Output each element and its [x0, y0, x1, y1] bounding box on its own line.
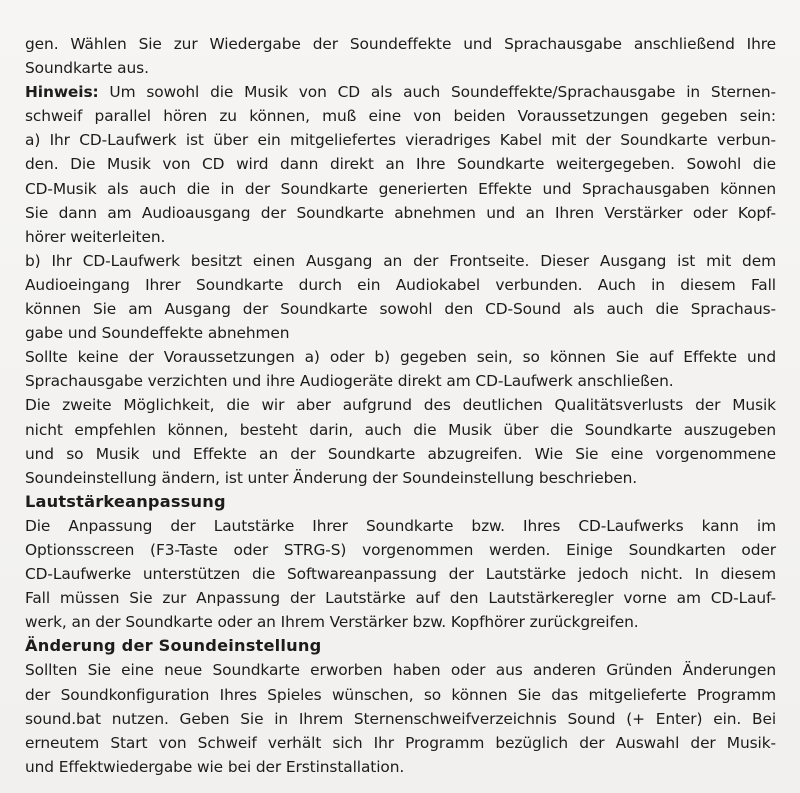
text-line: und so Musik und Effekte an der Soundkarte abzugreifen. Wie Sie eine vorgenommene	[25, 444, 776, 463]
text-line: schweif parallel hören zu können, muß eine von beiden Voraussetzungen gegeben sein:	[25, 107, 776, 126]
text-line: Audioeingang Ihrer Soundkarte durch ein Audiokabel verbunden. Auch in diesem Fall	[25, 275, 776, 294]
hint-label: Hinweis:	[25, 83, 99, 102]
section-heading: Änderung der Soundeinstellung	[25, 636, 322, 656]
section-heading: Lautstärkeanpassung	[25, 491, 226, 511]
text-line: nicht empfehlen können, besteht darin, auch die Musik über die Soundkarte auszugeben	[25, 420, 776, 439]
text-line: Fall müssen Sie zur Anpassung der Lautstärke auf den Lautstärkeregler vorne am CD-Lauf-	[25, 589, 776, 608]
text-line: und Effektwiedergabe wie bei der Erstinstallation.	[25, 757, 405, 776]
text-line: Soundeinstellung ändern, ist unter Änderung der Soundeinstellung beschrieben.	[25, 468, 638, 487]
text-line: Optionsscreen (F3-Taste oder STRG-S) vorgenommen werden. Einige Soundkarten oder	[25, 540, 776, 559]
text-line: hörer weiterleiten.	[25, 227, 166, 246]
text-line: Die zweite Möglichkeit, die wir aber aufgrund des deutlichen Qualitätsverlusts der Musik	[25, 396, 776, 415]
text-line: Sprachausgabe verzichten und ihre Audiogeräte direkt am CD-Laufwerk anschließen.	[25, 372, 674, 391]
text-line: Sollte keine der Voraussetzungen a) oder b) gegeben sein, so können Sie auf Effekte und	[25, 348, 776, 367]
hint-line	[25, 80, 776, 104]
text-line: CD-Laufwerke unterstützen die Softwareanpassung der Lautstärke jedoch nicht. In diesem	[25, 565, 776, 584]
text-line: b) Ihr CD-Laufwerk besitzt einen Ausgang an der Frontseite. Dieser Ausgang ist mit dem	[25, 251, 776, 270]
text-line: Die Anpassung der Lautstärke Ihrer Soundkarte bzw. Ihres CD-Laufwerks kann im	[25, 516, 776, 535]
text-line: werk, an der Soundkarte oder an Ihrem Verstärker bzw. Kopfhörer zurückgreifen.	[25, 613, 639, 632]
text-line: a) Ihr CD-Laufwerk ist über ein mitgeliefertes vieradriges Kabel mit der Soundkarte verbun-	[25, 131, 776, 150]
text-line: der Soundkonfiguration Ihres Spieles wünschen, so können Sie das mitgelieferte Programm	[25, 685, 776, 704]
text-line: Soundkarte aus.	[25, 59, 149, 78]
text-line: sound.bat nutzen. Geben Sie in Ihrem Sternenschweifverzeichnis Sound (+ Enter) ein. Bei	[25, 709, 776, 728]
text-line: CD-Musik als auch die in der Soundkarte generierten Effekte und Sprachausgaben können	[25, 179, 776, 198]
hint-text: Um sowohl die Musik von CD als auch Soundeffekte/Sprachausgabe in Sternen-	[109, 83, 776, 102]
text-line: den. Die Musik von CD wird dann direkt an Ihre Soundkarte weitergegeben. Sowohl die	[25, 155, 776, 174]
text-line: Sie dann am Audioausgang der Soundkarte abnehmen und an Ihren Verstärker oder Kopf-	[25, 203, 776, 222]
text-line: gabe und Soundeffekte abnehmen	[25, 324, 290, 343]
text-line: können Sie am Ausgang der Soundkarte sowohl den CD-Sound als auch die Sprachaus-	[25, 300, 776, 319]
text-line: gen. Wählen Sie zur Wiedergabe der Soundeffekte und Sprachausgabe anschließend Ihre	[25, 35, 776, 53]
text-line: Sollten Sie eine neue Soundkarte erworben haben oder aus anderen Gründen Änderungen	[25, 661, 776, 680]
text-line: erneutem Start von Schweif verhält sich Ihr Programm bezüglich der Auswahl der Musik-	[25, 733, 776, 752]
